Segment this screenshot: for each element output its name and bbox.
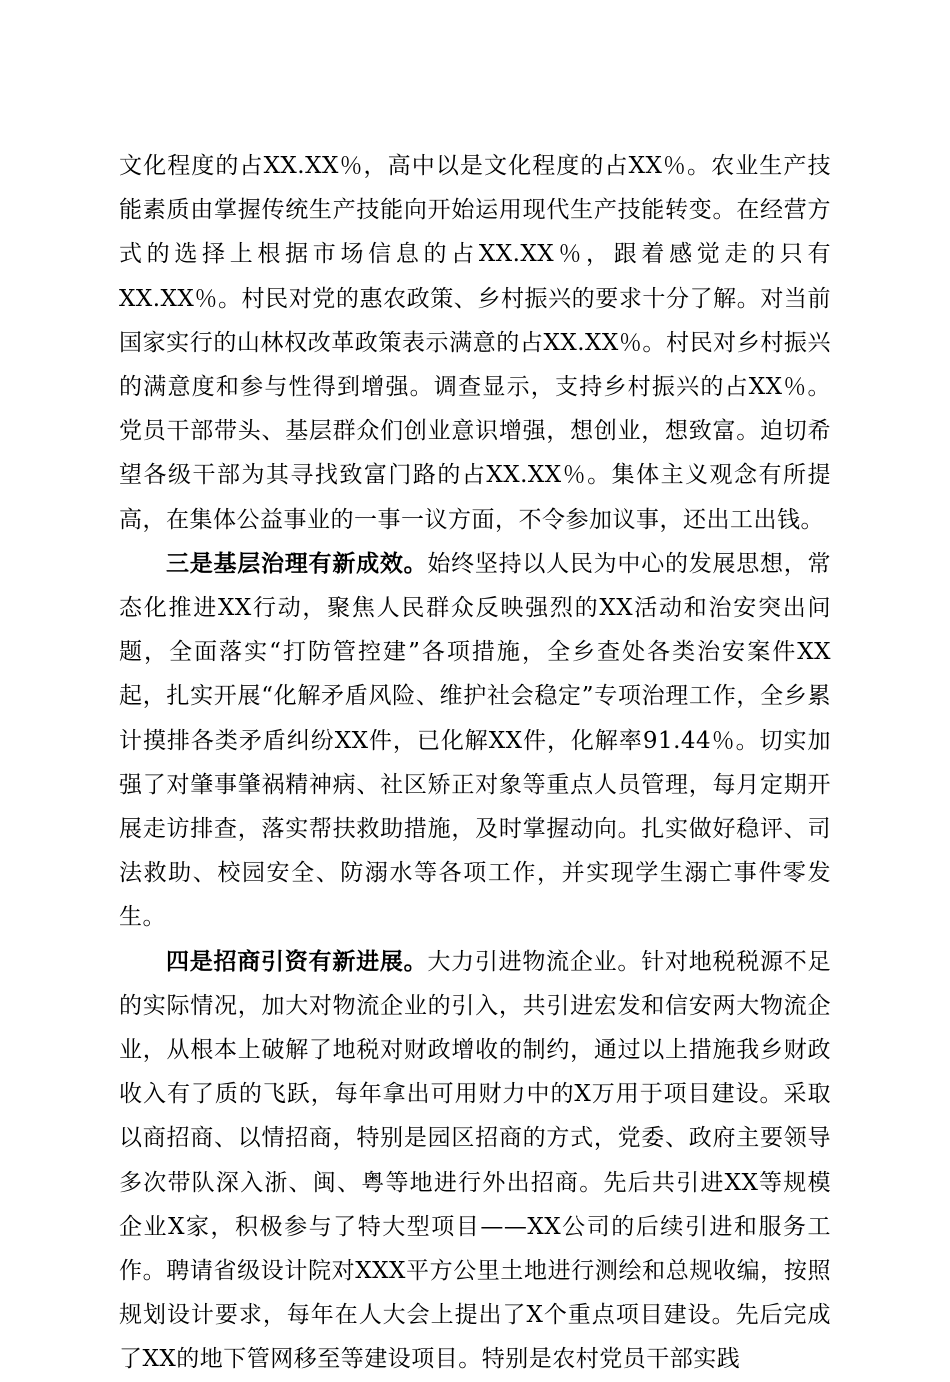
paragraph-3-text: 大力引进物流企业。针对地税税源不足的实际情况，加大对物流企业的引入，共引进宏发和信安两大物流企业，从根本上破解了地税对财政增收的制约，通过以上措施我乡财政收入有了质的飞跃，每年拿出可用财力中的X万用于项目建设。采取以商招商、以情招商，特别是园区招商的方式，党委、政府主要领导多次带队深入浙、闽、粤等地进行外出招商。先后共引进XX等规模企业X家，积极参与了特大型项目——XX公司的后续引进和服务工作。聘请省级设计院对XXX平方公里土地进行测绘和总规收编，按照规划设计要求，每年在人大会上提出了X个重点项目建设。先后完成了XX的地下管网移至等建设项目。特别是农村党员干部实践 [119,948,832,1373]
paragraph-governance [119,542,831,940]
paragraph-2-text: 始终坚持以人民为中心的发展思想，常态化推进XX行动，聚焦人民群众反映强烈的XX活动和治安突出问题，全面落实“打防管控建”各项措施，全乡查处各类治安案件XX起，扎实开展“化解矛盾风险、维护社会稳定”专项治理工作，全乡累计摸排各类矛盾纠纷XX件，已化解XX件，化解率91.44％。切实加强了对肇事肇祸精神病、社区矫正对象等重点人员管理，每月定期开展走访排查，落实帮扶救助措施，及时掌握动向。扎实做好稳评、司法救助、校园安全、防溺水等各项工作，并实现学生溺亡事件零发生。 [119,550,832,931]
paragraph-investment [119,940,831,1382]
document-body [119,144,831,1382]
paragraph-1-text: 文化程度的占XX.XX％，高中以是文化程度的占XX％。农业生产技能素质由掌握传统生产技能向开始运用现代生产技能转变。在经营方式的选择上根据市场信息的占XX.XX％，跟着感觉走的只有XX.XX％。村民对党的惠农政策、乡村振兴的要求十分了解。对当前国家实行的山林权改革政策表示满意的占XX.XX％。村民对乡村振兴的满意度和参与性得到增强。调查显示，支持乡村振兴的占XX％。党员干部带头、基层群众们创业意识增强，想创业，想致富。迫切希望各级干部为其寻找致富门路的占XX.XX％。集体主义观念有所提高，在集体公益事业的一事一议方面，不令参加议事，还出工出钱。 [119,153,831,533]
paragraph-2-heading: 三是基层治理有新成效。 [166,549,428,577]
paragraph-3-heading: 四是招商引资有新进展。 [166,947,428,975]
paragraph-continuation [119,144,831,542]
